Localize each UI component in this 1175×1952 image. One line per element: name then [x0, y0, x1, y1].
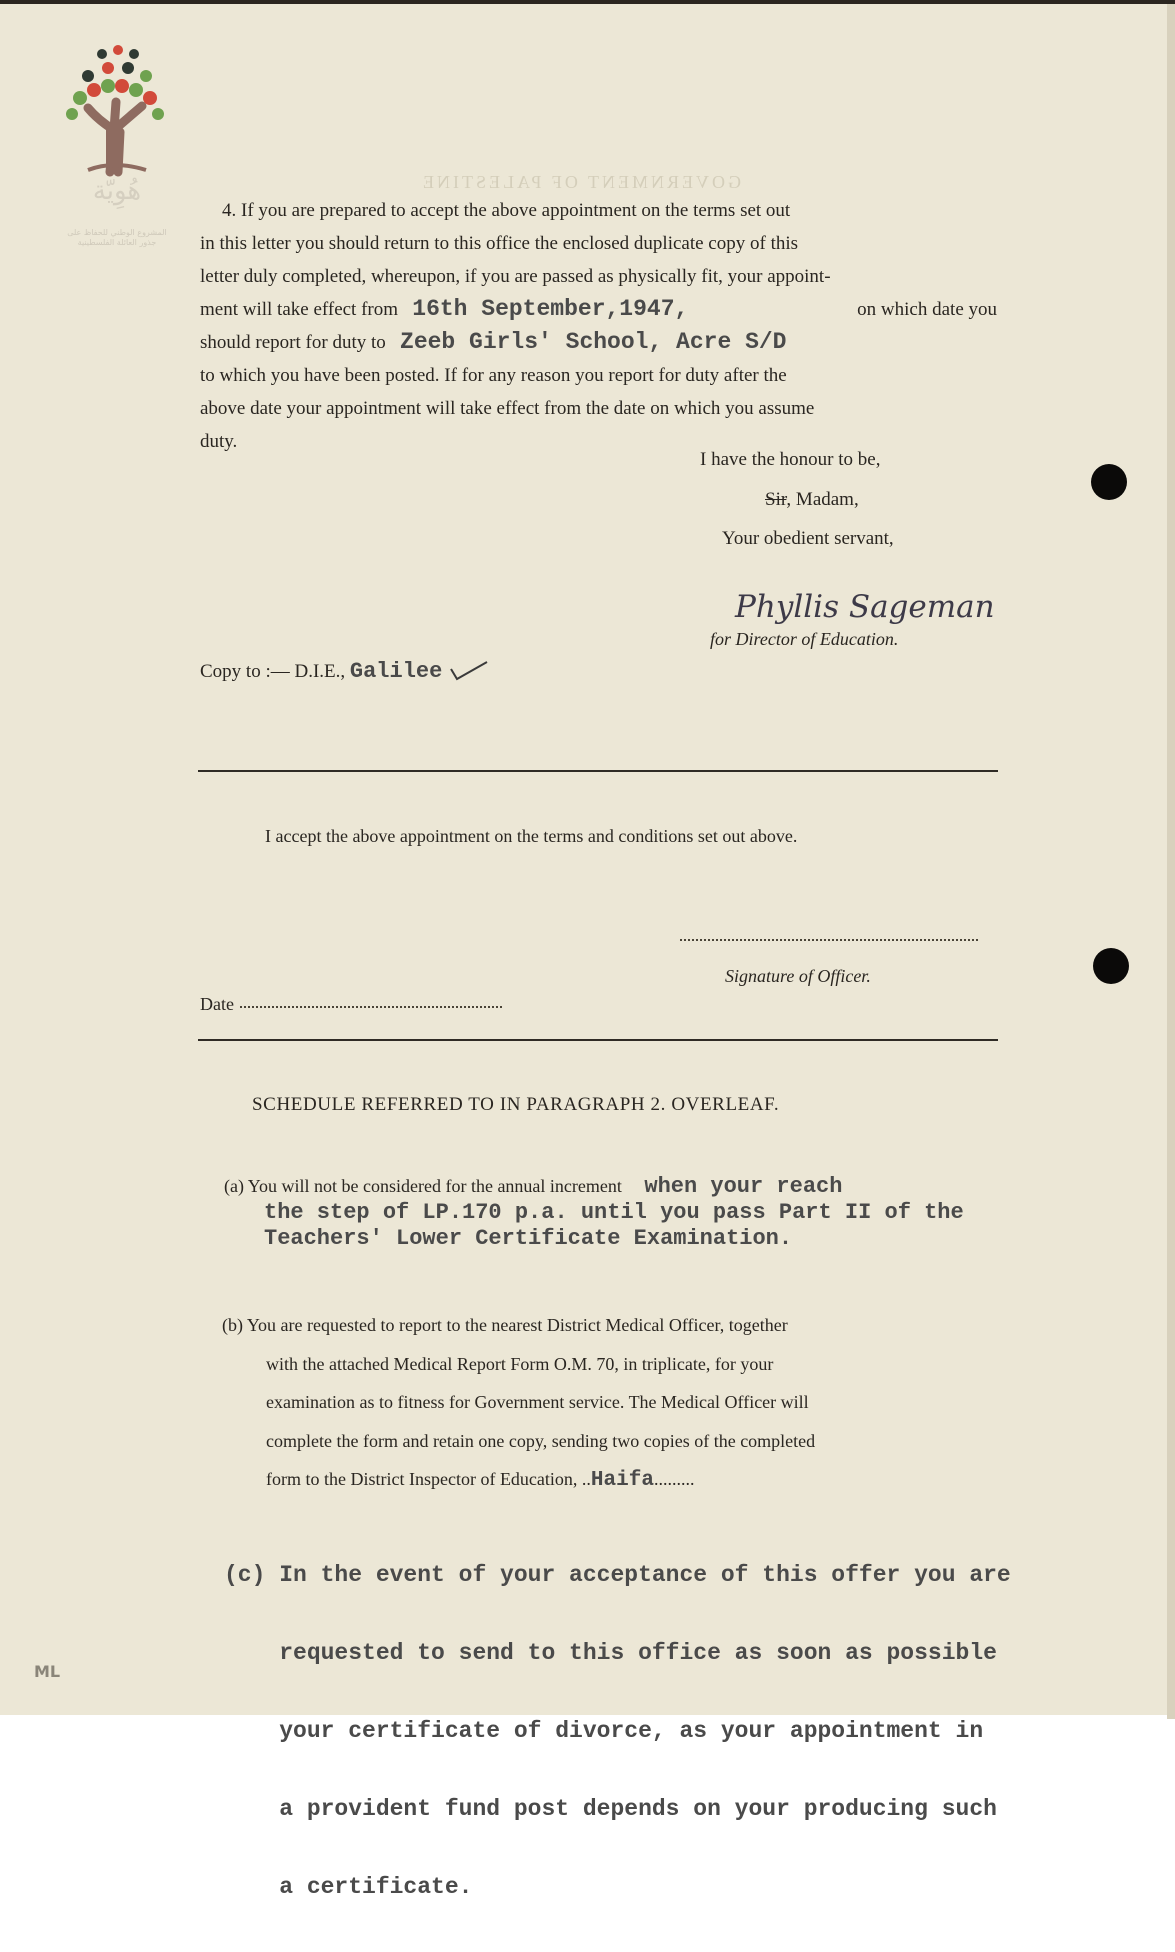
item-b-line5 — [222, 1460, 998, 1501]
copy-to — [200, 659, 491, 684]
para4-line3: letter duly completed, whereupon, if you are passed as physically fit, your appoint- — [200, 266, 831, 287]
item-b-line1: (b) You are requested to report to the nearest District Medical Officer, together — [222, 1315, 788, 1335]
para4-line6: to which you have been posted. If for any reason you report for duty after the — [200, 365, 787, 386]
acceptance-statement: I accept the above appointment on the terms and conditions set out above. — [265, 826, 798, 846]
item-b-line5-pre: form to the District Inspector of Education, .. — [266, 1469, 591, 1489]
item-b-line2: with the attached Medical Report Form O.M. 70, in triplicate, for your — [266, 1353, 774, 1374]
schedule-heading: SCHEDULE REFERRED TO IN PARAGRAPH 2. OVERLEAF. — [252, 1094, 780, 1115]
item-c-line4: a provident fund post depends on your producing such — [224, 1796, 997, 1822]
para4-line7: above date your appointment will take effect from the date on which you assume — [200, 398, 815, 419]
signature-dotted-line — [680, 939, 978, 941]
item-c-line5: a certificate. — [224, 1874, 473, 1900]
punch-hole-top — [1091, 464, 1127, 500]
item-a-printed: (a) You will not be considered for the annual increment — [224, 1176, 622, 1196]
date-field — [200, 994, 502, 1015]
copy-to-label: Copy to :— D.I.E., — [200, 661, 346, 682]
para4-line5-pre: should report for duty to — [200, 332, 386, 353]
date-label: Date — [200, 994, 234, 1014]
closing-servant: Your obedient servant, — [722, 528, 894, 549]
typed-district: Galilee — [349, 659, 443, 684]
divider-2 — [198, 1039, 998, 1041]
closing-salutation — [765, 489, 859, 511]
item-b-line3: examination as to fitness for Government service. The Medical Officer will — [266, 1392, 809, 1412]
para4-line1: 4. If you are prepared to accept the above appointment on the terms set out — [222, 200, 791, 221]
bleed-through-text: GOVERNMENT OF PALESTINE — [420, 172, 742, 192]
schedule-item-b — [222, 1306, 998, 1501]
typed-inspector-city: Haifa — [590, 1469, 654, 1492]
item-a-typed3: Teachers' Lower Certificate Examination. — [264, 1226, 793, 1251]
logo-caption-line2: جذور العائلة الفلسطينية — [77, 238, 157, 247]
item-c-line2: requested to send to this office as soon as possible — [224, 1640, 997, 1666]
para4-line4-pre: ment will take effect from — [200, 299, 399, 320]
item-c-line3: your certificate of divorce, as your appointment in — [224, 1718, 984, 1744]
para4-line2: in this letter you should return to this office the enclosed duplicate copy of this — [200, 233, 799, 254]
logo-caption-line1: المشروع الوطني للحفاظ على — [67, 228, 167, 237]
punch-hole-bottom — [1093, 948, 1129, 984]
item-b-line4: complete the form and retain one copy, sending two copies of the completed — [266, 1430, 816, 1451]
paragraph-4 — [200, 194, 997, 458]
struck-sir: Sir — [765, 489, 787, 510]
for-director-line: for Director of Education. — [710, 629, 899, 649]
check-mark-icon — [447, 659, 491, 681]
footer-mark: ML — [34, 1662, 61, 1681]
item-b-line5-post: ......... — [653, 1469, 695, 1489]
para4-line8: duty. — [200, 431, 238, 452]
handwritten-signature: Phyllis Sageman — [735, 589, 995, 625]
item-a-line1 — [224, 1174, 964, 1200]
closing-honour: I have the honour to be, — [700, 449, 881, 470]
para4-line4-post: on which date you — [857, 299, 997, 320]
item-a-typed2: the step of LP.170 p.a. until you pass Part II of the — [264, 1200, 964, 1225]
closing-madam: , Madam, — [786, 489, 859, 510]
item-c-line1: (c) In the event of your acceptance of this offer you are — [224, 1562, 1011, 1588]
logo-arabic-word: هُوِيّة — [92, 176, 142, 206]
tree-logo-icon — [58, 42, 173, 172]
item-a-typed1: when your reach — [644, 1174, 843, 1199]
typed-school-name: Zeeb Girls' School, Acre S/D — [400, 329, 787, 355]
schedule-item-c — [224, 1510, 1011, 1952]
schedule-item-a — [224, 1174, 964, 1252]
divider-1 — [198, 770, 998, 772]
logo-caption — [52, 228, 182, 248]
para4-line5 — [200, 326, 997, 359]
signature-label: Signature of Officer. — [725, 966, 871, 986]
para4-line4 — [200, 293, 997, 326]
date-dotted-line — [240, 1006, 502, 1008]
page-edge — [1167, 4, 1175, 1719]
typed-start-date: 16th September,1947, — [412, 296, 689, 322]
